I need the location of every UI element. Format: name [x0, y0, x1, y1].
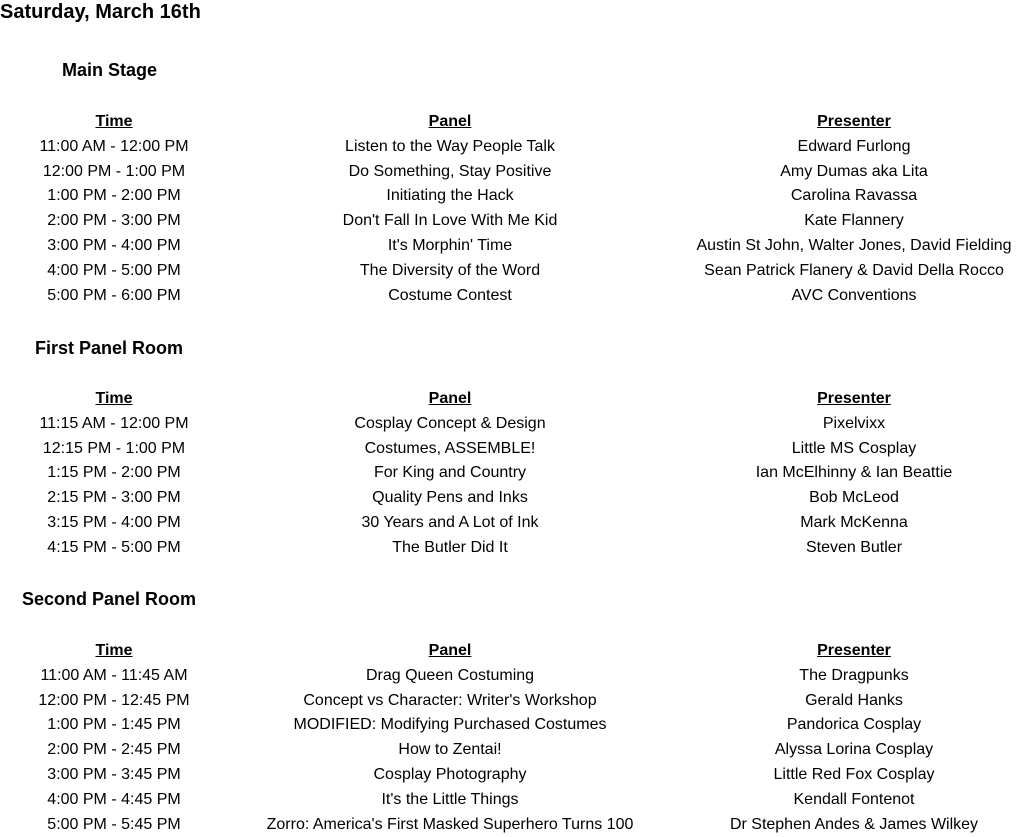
panel-cell: Don't Fall In Love With Me Kid [342, 212, 558, 230]
time-cell: 11:15 AM - 12:00 PM [39, 414, 189, 432]
schedule-table-second-panel-room [0, 639, 1024, 837]
time-cell: 3:15 PM - 4:00 PM [47, 513, 181, 531]
header-panel: Panel [428, 642, 472, 659]
panel-cell: Quality Pens and Inks [372, 489, 528, 507]
panel-cell: Do Something, Stay Positive [348, 162, 552, 180]
table-row [0, 437, 1024, 462]
time-cell: 5:00 PM - 6:00 PM [47, 286, 181, 304]
panel-cell: 30 Years and A Lot of Ink [361, 513, 539, 531]
presenter-cell: Amy Dumas aka Lita [780, 162, 928, 180]
panel-cell: The Diversity of the Word [359, 261, 541, 279]
presenter-cell: Austin St John, Walter Jones, David Fielding [696, 236, 1012, 254]
day-title: Saturday, March 16th [0, 1, 201, 23]
header-time: Time [95, 390, 133, 407]
table-row [0, 412, 1024, 437]
table-header-row [0, 110, 1024, 135]
presenter-cell: AVC Conventions [791, 286, 917, 304]
time-cell: 4:00 PM - 4:45 PM [47, 790, 181, 808]
table-row [0, 284, 1024, 309]
schedule-table-first-panel-room [0, 387, 1024, 561]
room-title-first-panel-room: First Panel Room [35, 338, 184, 358]
time-cell: 11:00 AM - 12:00 PM [39, 137, 189, 155]
header-panel: Panel [428, 390, 472, 407]
presenter-cell: Ian McElhinny & Ian Beattie [755, 464, 953, 482]
schedule-table-main-stage [0, 110, 1024, 308]
presenter-cell: Little Red Fox Cosplay [773, 765, 935, 783]
header-presenter: Presenter [817, 113, 891, 130]
panel-cell: MODIFIED: Modifying Purchased Costumes [293, 716, 607, 734]
presenter-cell: Pandorica Cosplay [786, 716, 922, 734]
time-cell: 1:00 PM - 2:00 PM [47, 187, 181, 205]
time-cell: 3:00 PM - 3:45 PM [47, 765, 181, 783]
table-row [0, 763, 1024, 788]
presenter-cell: Little MS Cosplay [791, 439, 917, 457]
panel-cell: Cosplay Photography [373, 765, 527, 783]
table-row [0, 259, 1024, 284]
panel-cell: The Butler Did It [392, 538, 508, 556]
presenter-cell: Sean Patrick Flanery & David Della Rocco [704, 261, 1004, 279]
table-header-row [0, 639, 1024, 664]
table-row [0, 234, 1024, 259]
presenter-cell: Kendall Fontenot [793, 790, 915, 808]
time-cell: 4:15 PM - 5:00 PM [47, 538, 181, 556]
panel-cell: Drag Queen Costuming [365, 666, 535, 684]
presenter-cell: Alyssa Lorina Cosplay [774, 741, 934, 759]
time-cell: 12:00 PM - 12:45 PM [38, 691, 190, 709]
presenter-cell: Bob McLeod [809, 489, 899, 507]
table-row [0, 813, 1024, 837]
panel-cell: Costume Contest [388, 286, 512, 304]
table-header-row [0, 387, 1024, 412]
presenter-cell: Mark McKenna [800, 513, 908, 531]
table-row [0, 486, 1024, 511]
table-row [0, 184, 1024, 209]
panel-cell: Cosplay Concept & Design [354, 414, 546, 432]
table-row [0, 135, 1024, 160]
table-row [0, 209, 1024, 234]
panel-cell: For King and Country [373, 464, 527, 482]
table-row [0, 788, 1024, 813]
presenter-cell: The Dragpunks [799, 666, 909, 684]
time-cell: 12:00 PM - 1:00 PM [42, 162, 186, 180]
presenter-cell: Carolina Ravassa [790, 187, 918, 205]
panel-cell: Listen to the Way People Talk [345, 137, 555, 155]
table-row [0, 664, 1024, 689]
time-cell: 1:00 PM - 1:45 PM [47, 716, 181, 734]
header-time: Time [95, 642, 133, 659]
time-cell: 2:00 PM - 3:00 PM [47, 212, 181, 230]
header-presenter: Presenter [817, 642, 891, 659]
panel-cell: Zorro: America's First Masked Superhero Turns 100 [266, 815, 634, 833]
time-cell: 1:15 PM - 2:00 PM [47, 464, 181, 482]
table-row [0, 461, 1024, 486]
panel-cell: Initiating the Hack [386, 187, 514, 205]
time-cell: 2:15 PM - 3:00 PM [47, 489, 181, 507]
presenter-cell: Dr Stephen Andes & James Wilkey [729, 815, 979, 833]
panel-cell: How to Zentai! [398, 741, 502, 759]
presenter-cell: Kate Flannery [804, 212, 904, 230]
header-panel: Panel [428, 113, 472, 130]
header-presenter: Presenter [817, 390, 891, 407]
time-cell: 3:00 PM - 4:00 PM [47, 236, 181, 254]
panel-cell: It's the Little Things [381, 790, 519, 808]
time-cell: 5:00 PM - 5:45 PM [47, 815, 181, 833]
time-cell: 11:00 AM - 11:45 AM [40, 666, 188, 684]
table-row [0, 511, 1024, 536]
presenter-cell: Pixelvixx [822, 414, 886, 432]
panel-cell: It's Morphin' Time [387, 236, 513, 254]
room-title-main-stage: Main Stage [62, 60, 158, 80]
panel-cell: Costumes, ASSEMBLE! [364, 439, 536, 457]
presenter-cell: Edward Furlong [797, 137, 911, 155]
table-row [0, 536, 1024, 561]
presenter-cell: Gerald Hanks [805, 691, 903, 709]
time-cell: 4:00 PM - 5:00 PM [47, 261, 181, 279]
table-row [0, 160, 1024, 185]
panel-cell: Concept vs Character: Writer's Workshop [303, 691, 597, 709]
time-cell: 12:15 PM - 1:00 PM [42, 439, 186, 457]
table-row [0, 689, 1024, 714]
header-time: Time [95, 113, 133, 130]
room-title-second-panel-room: Second Panel Room [22, 589, 197, 609]
table-row [0, 713, 1024, 738]
time-cell: 2:00 PM - 2:45 PM [47, 741, 181, 759]
presenter-cell: Steven Butler [805, 538, 903, 556]
table-row [0, 738, 1024, 763]
